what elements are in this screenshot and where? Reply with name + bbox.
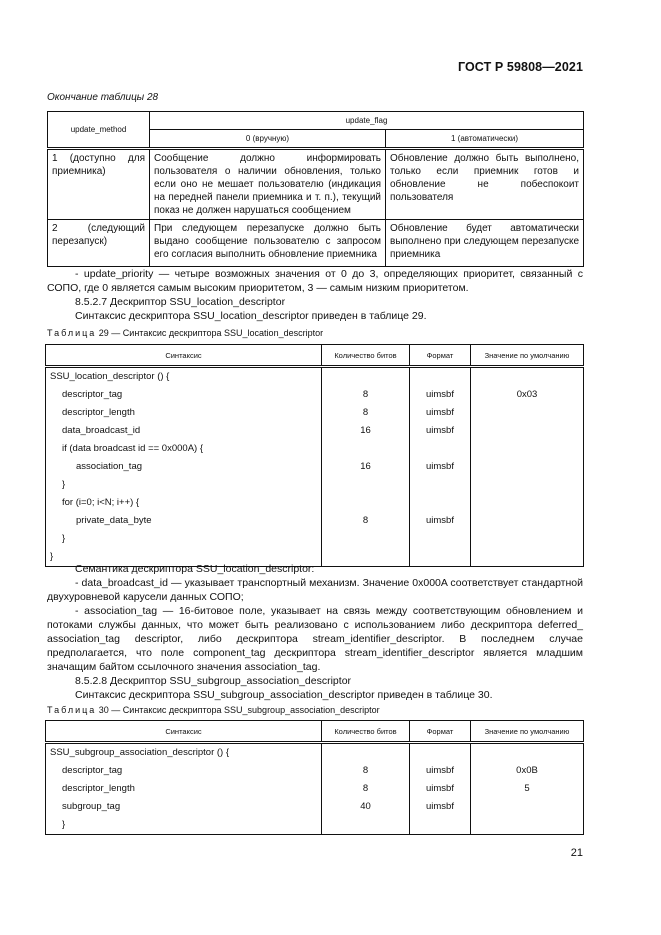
paragraph-association-tag: - association_tag — 16-битовое поле, указывает на связь между соответствующим обновлением и потоками службы данных, что может быть реализовано с использованием либо дескриптора deferred_ association_tag descriptor, либо дескриптора stream_identifier_descriptor. В последнем случае предполагается, что поле component_tag дескриптора stream_identifier_descriptor является младшим значащим байтом ссылочного значения association_tag. [47,605,583,673]
cell-bits: 8 [322,386,410,404]
cell-format [410,494,471,512]
cell-bits: 8 [322,762,410,780]
cell-syntax: data_broadcast_id [46,422,322,440]
table-28 [47,111,584,267]
col-header-bits: Количество битов [322,721,410,743]
cell-default [471,743,584,763]
col-header-update-flag: update_flag [150,112,584,130]
table-row [46,798,584,816]
cell-format: uimsbf [410,512,471,530]
cell-default [471,440,584,458]
cell-default [471,476,584,494]
document-id-header: ГОСТ Р 59808—2021 [457,60,583,74]
table-row [46,422,584,440]
col-header-update-method: update_method [48,112,150,149]
col-header-bits: Количество битов [322,345,410,367]
paragraph-data-broadcast-id: - data_broadcast_id — указывает транспортный механизм. Значение 0x000A соответствует стандартной двухуровневой карусели данных СОПО; [47,577,583,603]
col-header-format: Формат [410,721,471,743]
table-30 [45,720,584,835]
cell-bits: 16 [322,422,410,440]
cell-default: 0x0B [471,762,584,780]
cell-bits [322,743,410,763]
cell-default [471,816,584,835]
cell-syntax: association_tag [46,458,322,476]
cell-default [471,798,584,816]
cell-bits: 8 [322,512,410,530]
cell-syntax: descriptor_tag [46,386,322,404]
cell-syntax: subgroup_tag [46,798,322,816]
cell-syntax: for (i=0; i<N; i++) { [46,494,322,512]
cell-format [410,530,471,548]
paragraph-semantics-heading: Семантика дескриптора SSU_location_descriptor: [75,563,315,575]
cell-bits [322,367,410,387]
cell-format: uimsbf [410,458,471,476]
section-heading-8-5-2-7: 8.5.2.7 Дескриптор SSU_location_descriptor [75,296,286,308]
cell-syntax: SSU_subgroup_association_descriptor () { [46,743,322,763]
col-header-default: Значение по умолчанию [471,345,584,367]
caption-prefix: Таблица [47,705,97,715]
table-row [46,780,584,798]
table-row [46,367,584,387]
cell-bits [322,494,410,512]
cell-default [471,530,584,548]
cell-default [471,404,584,422]
cell-format: uimsbf [410,780,471,798]
table-row [46,512,584,530]
cell-format [410,440,471,458]
table-29 [45,344,584,567]
table-row [46,458,584,476]
caption-prefix: Таблица [47,328,97,338]
cell-bits [322,440,410,458]
col-header-syntax: Синтаксис [46,345,322,367]
table28-continuation-caption: Окончание таблицы 28 [47,92,159,103]
table-row [46,494,584,512]
table-row [46,743,584,763]
table-row [46,386,584,404]
cell-format [410,367,471,387]
cell-format [410,743,471,763]
page-number: 21 [570,847,583,859]
cell-syntax: if (data broadcast id == 0x000A) { [46,440,322,458]
cell-format: uimsbf [410,798,471,816]
col-header-default: Значение по умолчанию [471,721,584,743]
table-row [46,404,584,422]
cell-method: 2 (следующий перезапуск) [48,220,150,267]
cell-syntax: descriptor_tag [46,762,322,780]
cell-syntax: descriptor_length [46,780,322,798]
caption-text: 29 — Синтаксис дескриптора SSU_location_descriptor [96,328,324,338]
cell-method: 1 (доступно для приемника) [48,149,150,220]
cell-bits [322,816,410,835]
col-header-manual: 0 (вручную) [150,130,386,149]
cell-bits [322,476,410,494]
cell-bits: 8 [322,404,410,422]
cell-syntax: descriptor_length [46,404,322,422]
paragraph-table29-ref: Синтаксис дескриптора SSU_location_descriptor приведен в таблице 29. [75,310,427,322]
table-row [46,440,584,458]
cell-bits [322,530,410,548]
section-heading-8-5-2-8: 8.5.2.8 Дескриптор SSU_subgroup_association_descriptor [75,675,352,687]
cell-syntax: private_data_byte [46,512,322,530]
cell-auto: Обновление должно быть выполнено, только если приемник готов и обновление не побеспокоит пользователя [386,149,584,220]
cell-syntax: } [46,816,322,835]
cell-default [471,367,584,387]
cell-format [410,816,471,835]
cell-manual: Сообщение должно информировать пользователя о наличии обновления, только если оно не мешает пользователю (индикация на передней панели приемника и т. п.), текущий показ не должен нарушаться сообщением [150,149,386,220]
cell-syntax: } [46,548,322,567]
table30-caption [47,705,380,715]
table-row [46,762,584,780]
table-row [48,220,584,267]
cell-default [471,494,584,512]
cell-bits: 16 [322,458,410,476]
cell-default [471,458,584,476]
cell-default [471,512,584,530]
cell-format [410,476,471,494]
cell-syntax: } [46,530,322,548]
cell-default [471,422,584,440]
caption-text: 30 — Синтаксис дескриптора SSU_subgroup_association_descriptor [96,705,380,715]
paragraph-table30-ref: Синтаксис дескриптора SSU_subgroup_association_descriptor приведен в таблице 30. [75,689,493,701]
cell-bits: 8 [322,780,410,798]
cell-auto: Обновление будет автоматически выполнено при следующем перезапуске приемника [386,220,584,267]
cell-format: uimsbf [410,762,471,780]
col-header-syntax: Синтаксис [46,721,322,743]
cell-bits: 40 [322,798,410,816]
col-header-auto: 1 (автоматически) [386,130,584,149]
col-header-format: Формат [410,345,471,367]
cell-format: uimsbf [410,422,471,440]
cell-syntax: } [46,476,322,494]
table-row [46,530,584,548]
table-row [48,149,584,220]
cell-default: 0x03 [471,386,584,404]
cell-syntax: SSU_location_descriptor () { [46,367,322,387]
table-row [46,816,584,835]
table-row [46,476,584,494]
cell-manual: При следующем перезапуске должно быть выдано сообщение пользователю с запросом его согласия выполнить обновление приемника [150,220,386,267]
paragraph-update-priority: - update_priority — четыре возможных значения от 0 до 3, определяющих приоритет, связанный с СОПО, где 0 является самым высоким приоритетом, 3 — самым низким приоритетом. [47,268,583,294]
cell-format: uimsbf [410,386,471,404]
cell-format: uimsbf [410,404,471,422]
table29-caption [47,328,323,338]
cell-default: 5 [471,780,584,798]
